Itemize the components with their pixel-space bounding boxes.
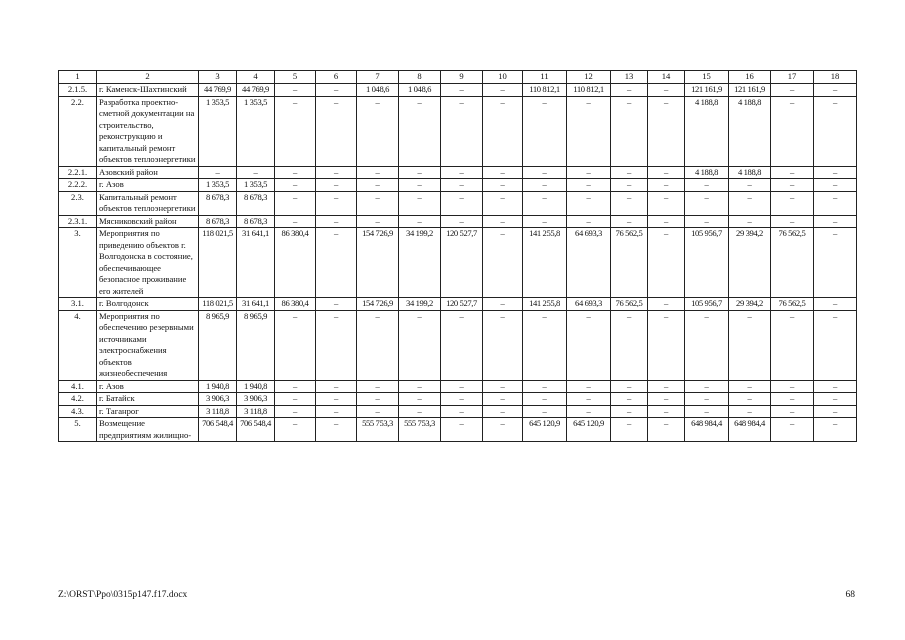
value-cell: 86 380,4 xyxy=(275,298,316,311)
value-cell: – xyxy=(567,380,611,393)
value-cell: – xyxy=(357,191,399,215)
value-cell: – xyxy=(275,96,316,166)
table-row xyxy=(59,418,857,442)
value-cell: – xyxy=(316,215,357,228)
value-cell: – xyxy=(648,393,685,406)
table-row xyxy=(59,380,857,393)
value-cell: – xyxy=(814,298,857,311)
table-row xyxy=(59,228,857,298)
value-cell: – xyxy=(611,84,648,97)
value-cell: 1 353,5 xyxy=(199,179,237,192)
value-cell: – xyxy=(648,405,685,418)
value-cell: – xyxy=(648,310,685,380)
value-cell: 29 394,2 xyxy=(729,228,771,298)
value-cell: 110 812,1 xyxy=(567,84,611,97)
value-cell: – xyxy=(275,310,316,380)
value-cell: – xyxy=(648,191,685,215)
value-cell: – xyxy=(357,380,399,393)
value-cell: – xyxy=(523,405,567,418)
row-number-cell: 3.1. xyxy=(59,298,97,311)
column-number-header: 5 xyxy=(275,71,316,84)
value-cell: 31 641,1 xyxy=(237,298,275,311)
table-row xyxy=(59,405,857,418)
row-name-cell: Возмещение предприятиям жилищно- xyxy=(97,418,199,442)
table-row xyxy=(59,310,857,380)
column-number-header: 13 xyxy=(611,71,648,84)
value-cell: – xyxy=(441,179,483,192)
value-cell: – xyxy=(814,179,857,192)
value-cell: – xyxy=(441,393,483,406)
table-row xyxy=(59,215,857,228)
value-cell: – xyxy=(611,418,648,442)
value-cell: 105 956,7 xyxy=(685,228,729,298)
value-cell: – xyxy=(357,310,399,380)
column-number-header: 8 xyxy=(399,71,441,84)
value-cell: – xyxy=(611,191,648,215)
value-cell: – xyxy=(814,84,857,97)
value-cell: – xyxy=(441,191,483,215)
value-cell: – xyxy=(648,298,685,311)
table-row xyxy=(59,96,857,166)
value-cell: 76 562,5 xyxy=(771,298,814,311)
value-cell: 4 188,8 xyxy=(685,96,729,166)
value-cell: 1 353,5 xyxy=(199,96,237,166)
row-number-cell: 4.1. xyxy=(59,380,97,393)
value-cell: – xyxy=(316,166,357,179)
value-cell: – xyxy=(729,191,771,215)
value-cell: – xyxy=(275,380,316,393)
value-cell: – xyxy=(567,96,611,166)
value-cell: – xyxy=(771,96,814,166)
column-number-header: 7 xyxy=(357,71,399,84)
column-number-header: 12 xyxy=(567,71,611,84)
value-cell: 8 965,9 xyxy=(199,310,237,380)
value-cell: – xyxy=(771,310,814,380)
value-cell: 555 753,3 xyxy=(399,418,441,442)
value-cell: 118 021,5 xyxy=(199,228,237,298)
value-cell: – xyxy=(611,179,648,192)
value-cell: – xyxy=(685,191,729,215)
value-cell: 76 562,5 xyxy=(771,228,814,298)
value-cell: – xyxy=(771,405,814,418)
value-cell: – xyxy=(441,96,483,166)
value-cell: 706 548,4 xyxy=(237,418,275,442)
value-cell: – xyxy=(685,215,729,228)
page-number: 68 xyxy=(845,590,855,600)
value-cell: 3 118,8 xyxy=(199,405,237,418)
value-cell: – xyxy=(399,191,441,215)
value-cell: – xyxy=(316,96,357,166)
value-cell: – xyxy=(275,215,316,228)
value-cell: – xyxy=(399,215,441,228)
value-cell: – xyxy=(237,166,275,179)
row-name-cell: Мероприятия по обеспечению резервными источниками электроснабжения объектов жизнеобеспечения xyxy=(97,310,199,380)
value-cell: – xyxy=(523,166,567,179)
value-cell: – xyxy=(399,405,441,418)
value-cell: 121 161,9 xyxy=(729,84,771,97)
column-number-header: 14 xyxy=(648,71,685,84)
row-number-cell: 3. xyxy=(59,228,97,298)
value-cell: – xyxy=(771,84,814,97)
value-cell: – xyxy=(771,418,814,442)
value-cell: – xyxy=(275,179,316,192)
column-number-header: 2 xyxy=(97,71,199,84)
value-cell: 4 188,8 xyxy=(729,96,771,166)
value-cell: – xyxy=(483,84,523,97)
table-row xyxy=(59,393,857,406)
value-cell: – xyxy=(523,179,567,192)
column-number-header: 17 xyxy=(771,71,814,84)
value-cell: 154 726,9 xyxy=(357,298,399,311)
value-cell: – xyxy=(814,191,857,215)
value-cell: – xyxy=(441,215,483,228)
value-cell: 76 562,5 xyxy=(611,228,648,298)
value-cell: – xyxy=(729,405,771,418)
row-number-cell: 2.3.1. xyxy=(59,215,97,228)
value-cell: 1 048,6 xyxy=(357,84,399,97)
value-cell: – xyxy=(648,166,685,179)
value-cell: – xyxy=(771,380,814,393)
value-cell: 120 527,7 xyxy=(441,228,483,298)
value-cell: – xyxy=(275,191,316,215)
value-cell: – xyxy=(399,179,441,192)
value-cell: – xyxy=(441,418,483,442)
value-cell: – xyxy=(814,228,857,298)
value-cell: – xyxy=(275,393,316,406)
value-cell: 645 120,9 xyxy=(567,418,611,442)
value-cell: – xyxy=(567,166,611,179)
header-row xyxy=(59,71,857,84)
value-cell: – xyxy=(814,96,857,166)
value-cell: – xyxy=(441,405,483,418)
column-number-header: 18 xyxy=(814,71,857,84)
row-name-cell: г. Азов xyxy=(97,179,199,192)
value-cell: – xyxy=(399,393,441,406)
value-cell: – xyxy=(814,405,857,418)
value-cell: – xyxy=(483,405,523,418)
value-cell: – xyxy=(611,405,648,418)
value-cell: 1 353,5 xyxy=(237,96,275,166)
row-number-cell: 2.3. xyxy=(59,191,97,215)
value-cell: – xyxy=(316,418,357,442)
value-cell: 8 678,3 xyxy=(237,191,275,215)
value-cell: 29 394,2 xyxy=(729,298,771,311)
value-cell: – xyxy=(771,179,814,192)
column-number-header: 9 xyxy=(441,71,483,84)
value-cell: – xyxy=(567,191,611,215)
value-cell: – xyxy=(483,393,523,406)
value-cell: 64 693,3 xyxy=(567,298,611,311)
value-cell: 3 906,3 xyxy=(199,393,237,406)
row-number-cell: 2.2.2. xyxy=(59,179,97,192)
value-cell: – xyxy=(275,84,316,97)
value-cell: – xyxy=(611,166,648,179)
row-name-cell: Мероприятия по приведению объектов г. Волгодонска в состояние, обеспечивающее безопасное проживание его жителей xyxy=(97,228,199,298)
value-cell: – xyxy=(771,215,814,228)
value-cell: – xyxy=(771,166,814,179)
value-cell: – xyxy=(648,84,685,97)
value-cell: – xyxy=(567,310,611,380)
value-cell: 44 769,9 xyxy=(237,84,275,97)
table-row xyxy=(59,298,857,311)
value-cell: 141 255,8 xyxy=(523,228,567,298)
value-cell: – xyxy=(685,405,729,418)
value-cell: – xyxy=(771,191,814,215)
value-cell: 120 527,7 xyxy=(441,298,483,311)
value-cell: 1 940,8 xyxy=(237,380,275,393)
value-cell: 1 353,5 xyxy=(237,179,275,192)
value-cell: – xyxy=(275,405,316,418)
value-cell: – xyxy=(316,298,357,311)
value-cell: 44 769,9 xyxy=(199,84,237,97)
value-cell: – xyxy=(399,310,441,380)
value-cell: 555 753,3 xyxy=(357,418,399,442)
value-cell: – xyxy=(357,96,399,166)
value-cell: 8 678,3 xyxy=(199,215,237,228)
value-cell: – xyxy=(199,166,237,179)
value-cell: – xyxy=(567,405,611,418)
value-cell: 4 188,8 xyxy=(685,166,729,179)
table-row xyxy=(59,166,857,179)
row-name-cell: г. Волгодонск xyxy=(97,298,199,311)
value-cell: – xyxy=(814,310,857,380)
value-cell: – xyxy=(729,215,771,228)
value-cell: 645 120,9 xyxy=(523,418,567,442)
value-cell: – xyxy=(483,215,523,228)
table-row xyxy=(59,191,857,215)
value-cell: – xyxy=(357,166,399,179)
budget-table xyxy=(58,70,857,442)
value-cell: – xyxy=(316,310,357,380)
value-cell: – xyxy=(648,96,685,166)
value-cell: – xyxy=(399,380,441,393)
file-path: Z:\ORST\Ppo\0315p147.f17.docx xyxy=(58,590,188,600)
value-cell: – xyxy=(483,166,523,179)
value-cell: – xyxy=(441,84,483,97)
value-cell: – xyxy=(611,393,648,406)
column-number-header: 6 xyxy=(316,71,357,84)
value-cell: 1 940,8 xyxy=(199,380,237,393)
value-cell: – xyxy=(814,215,857,228)
value-cell: 34 199,2 xyxy=(399,298,441,311)
value-cell: – xyxy=(357,215,399,228)
value-cell: 118 021,5 xyxy=(199,298,237,311)
value-cell: 648 984,4 xyxy=(729,418,771,442)
row-number-cell: 2.2.1. xyxy=(59,166,97,179)
value-cell: 141 255,8 xyxy=(523,298,567,311)
value-cell: – xyxy=(316,191,357,215)
row-name-cell: г. Таганрог xyxy=(97,405,199,418)
value-cell: – xyxy=(316,179,357,192)
row-name-cell: Азовский район xyxy=(97,166,199,179)
value-cell: – xyxy=(611,215,648,228)
value-cell: 4 188,8 xyxy=(729,166,771,179)
row-number-cell: 4.3. xyxy=(59,405,97,418)
value-cell: – xyxy=(357,405,399,418)
row-number-cell: 4. xyxy=(59,310,97,380)
value-cell: – xyxy=(567,179,611,192)
value-cell: 154 726,9 xyxy=(357,228,399,298)
value-cell: – xyxy=(685,393,729,406)
value-cell: 105 956,7 xyxy=(685,298,729,311)
value-cell: – xyxy=(483,298,523,311)
row-name-cell: Мясниковский район xyxy=(97,215,199,228)
table-row xyxy=(59,179,857,192)
value-cell: – xyxy=(648,380,685,393)
value-cell: 1 048,6 xyxy=(399,84,441,97)
value-cell: – xyxy=(441,310,483,380)
value-cell: 121 161,9 xyxy=(685,84,729,97)
value-cell: – xyxy=(316,228,357,298)
value-cell: – xyxy=(567,215,611,228)
value-cell: – xyxy=(567,393,611,406)
value-cell: – xyxy=(441,166,483,179)
value-cell: – xyxy=(316,380,357,393)
column-number-header: 1 xyxy=(59,71,97,84)
value-cell: – xyxy=(523,215,567,228)
value-cell: 8 678,3 xyxy=(199,191,237,215)
value-cell: – xyxy=(611,96,648,166)
value-cell: 86 380,4 xyxy=(275,228,316,298)
value-cell: 648 984,4 xyxy=(685,418,729,442)
value-cell: – xyxy=(483,310,523,380)
column-number-header: 4 xyxy=(237,71,275,84)
value-cell: – xyxy=(814,418,857,442)
value-cell: – xyxy=(685,380,729,393)
column-number-header: 15 xyxy=(685,71,729,84)
table-row xyxy=(59,84,857,97)
row-number-cell: 5. xyxy=(59,418,97,442)
value-cell: – xyxy=(729,393,771,406)
value-cell: – xyxy=(729,380,771,393)
value-cell: – xyxy=(611,380,648,393)
value-cell: – xyxy=(357,393,399,406)
row-name-cell: г. Азов xyxy=(97,380,199,393)
value-cell: – xyxy=(275,166,316,179)
value-cell: 706 548,4 xyxy=(199,418,237,442)
row-number-cell: 2.2. xyxy=(59,96,97,166)
value-cell: 110 812,1 xyxy=(523,84,567,97)
value-cell: 3 118,8 xyxy=(237,405,275,418)
row-number-cell: 4.2. xyxy=(59,393,97,406)
value-cell: – xyxy=(648,228,685,298)
value-cell: – xyxy=(316,84,357,97)
value-cell: – xyxy=(814,380,857,393)
value-cell: – xyxy=(483,191,523,215)
value-cell: – xyxy=(771,393,814,406)
value-cell: 31 641,1 xyxy=(237,228,275,298)
column-number-header: 3 xyxy=(199,71,237,84)
value-cell: 34 199,2 xyxy=(399,228,441,298)
value-cell: – xyxy=(523,310,567,380)
column-number-header: 10 xyxy=(483,71,523,84)
value-cell: – xyxy=(483,96,523,166)
value-cell: 8 678,3 xyxy=(237,215,275,228)
value-cell: – xyxy=(648,418,685,442)
value-cell: – xyxy=(316,405,357,418)
row-name-cell: г. Батайск xyxy=(97,393,199,406)
value-cell: – xyxy=(611,310,648,380)
value-cell: – xyxy=(441,380,483,393)
value-cell: – xyxy=(399,166,441,179)
row-name-cell: Разработка проектно-сметной документации на строительство, реконструкцию и капитальный ремонт объектов теплоэнергетики xyxy=(97,96,199,166)
value-cell: – xyxy=(685,179,729,192)
column-number-header: 11 xyxy=(523,71,567,84)
row-name-cell: Капитальный ремонт объектов теплоэнергетики xyxy=(97,191,199,215)
value-cell: – xyxy=(316,393,357,406)
value-cell: – xyxy=(523,393,567,406)
value-cell: – xyxy=(523,191,567,215)
value-cell: – xyxy=(483,228,523,298)
value-cell: – xyxy=(729,179,771,192)
table-body xyxy=(59,71,857,442)
row-number-cell: 2.1.5. xyxy=(59,84,97,97)
value-cell: 8 965,9 xyxy=(237,310,275,380)
value-cell: 3 906,3 xyxy=(237,393,275,406)
column-number-header: 16 xyxy=(729,71,771,84)
value-cell: – xyxy=(523,380,567,393)
value-cell: – xyxy=(814,166,857,179)
value-cell: – xyxy=(648,179,685,192)
value-cell: – xyxy=(399,96,441,166)
row-name-cell: г. Каменск-Шахтинский xyxy=(97,84,199,97)
value-cell: – xyxy=(814,393,857,406)
value-cell: 76 562,5 xyxy=(611,298,648,311)
value-cell: – xyxy=(685,310,729,380)
value-cell: – xyxy=(648,215,685,228)
value-cell: – xyxy=(483,380,523,393)
value-cell: 64 693,3 xyxy=(567,228,611,298)
value-cell: – xyxy=(357,179,399,192)
value-cell: – xyxy=(275,418,316,442)
value-cell: – xyxy=(483,418,523,442)
value-cell: – xyxy=(729,310,771,380)
value-cell: – xyxy=(523,96,567,166)
value-cell: – xyxy=(483,179,523,192)
